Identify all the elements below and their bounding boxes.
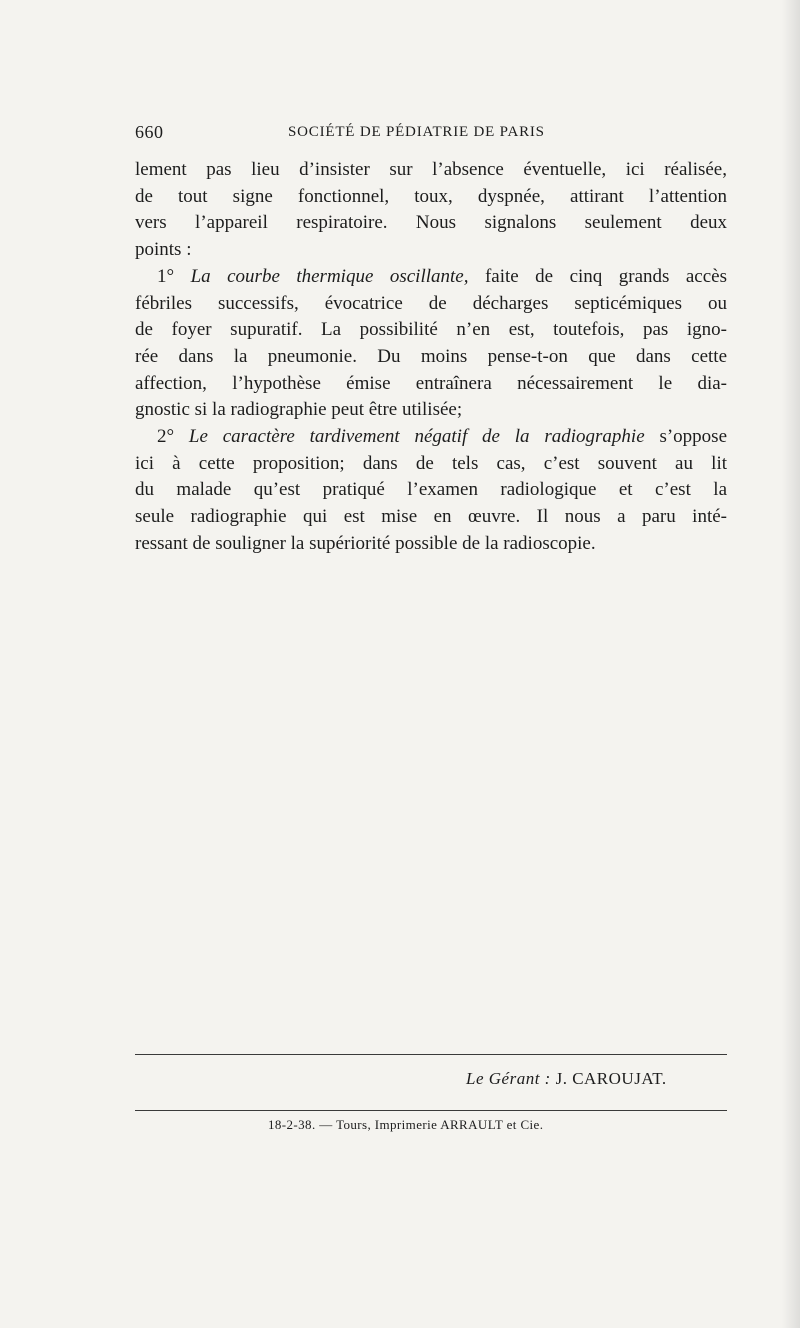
text-line: gnostic si la radiographie peut être utilisée; [135,399,463,421]
text-line: lement pas lieu d’insister sur l’absence éventuelle, ici réalisée, [135,159,727,180]
footer-rule-bottom [135,1110,727,1111]
body-text [135,157,727,558]
page-number: 660 [135,122,164,142]
text-line: seule radiographie qui est mise en œuvre. Il nous a paru inté- [135,506,727,528]
footer-rule-top [135,1054,727,1055]
point-one-text: faite de cinq grands accès [484,265,727,287]
signature-line [466,1069,667,1089]
signature-label: Le Gérant : [466,1069,551,1088]
running-title: SOCIÉTÉ DE PÉDIATRIE DE PARIS [288,124,545,140]
text-line: du malade qu’est pratiqué l’examen radiologique et c’est la [135,479,727,501]
text-line-point-two [135,424,727,451]
signature-name: J. CAROUJAT. [555,1069,667,1088]
text-line: fébriles successifs, évocatrice de décharges septicémiques ou [135,292,727,314]
point-two-text: s’oppose [659,426,728,448]
text-line: ressant de souligner la supériorité possible de la radioscopie. [135,532,596,554]
text-line: rée dans la pneumonie. Du moins pense-t-on que dans cette [135,345,727,367]
text-line-point-one [135,264,727,291]
point-one-heading: La courbe thermique oscillante, [190,265,469,287]
point-two-heading: Le caractère tardivement négatif de la radiographie [188,426,645,448]
page-edge-shadow [782,0,800,1328]
point-one-number: 1° [157,265,175,287]
text-line: ici à cette proposition; dans de tels cas, c’est souvent au lit [135,452,727,474]
point-two-number: 2° [157,426,175,448]
text-line: de foyer supuratif. La possibilité n’en est, toutefois, pas igno- [135,319,727,341]
printer-imprint: 18-2-38. — Tours, Imprimerie ARRAULT et Cie. [268,1117,544,1132]
text-line: vers l’appareil respiratoire. Nous signalons seulement deux [135,212,727,234]
text-line: points : [135,239,192,261]
text-line: de tout signe fonctionnel, toux, dyspnée, attirant l’attention [135,185,727,207]
page-header [135,122,725,146]
text-line: affection, l’hypothèse émise entraînera nécessairement le dia- [135,372,727,394]
